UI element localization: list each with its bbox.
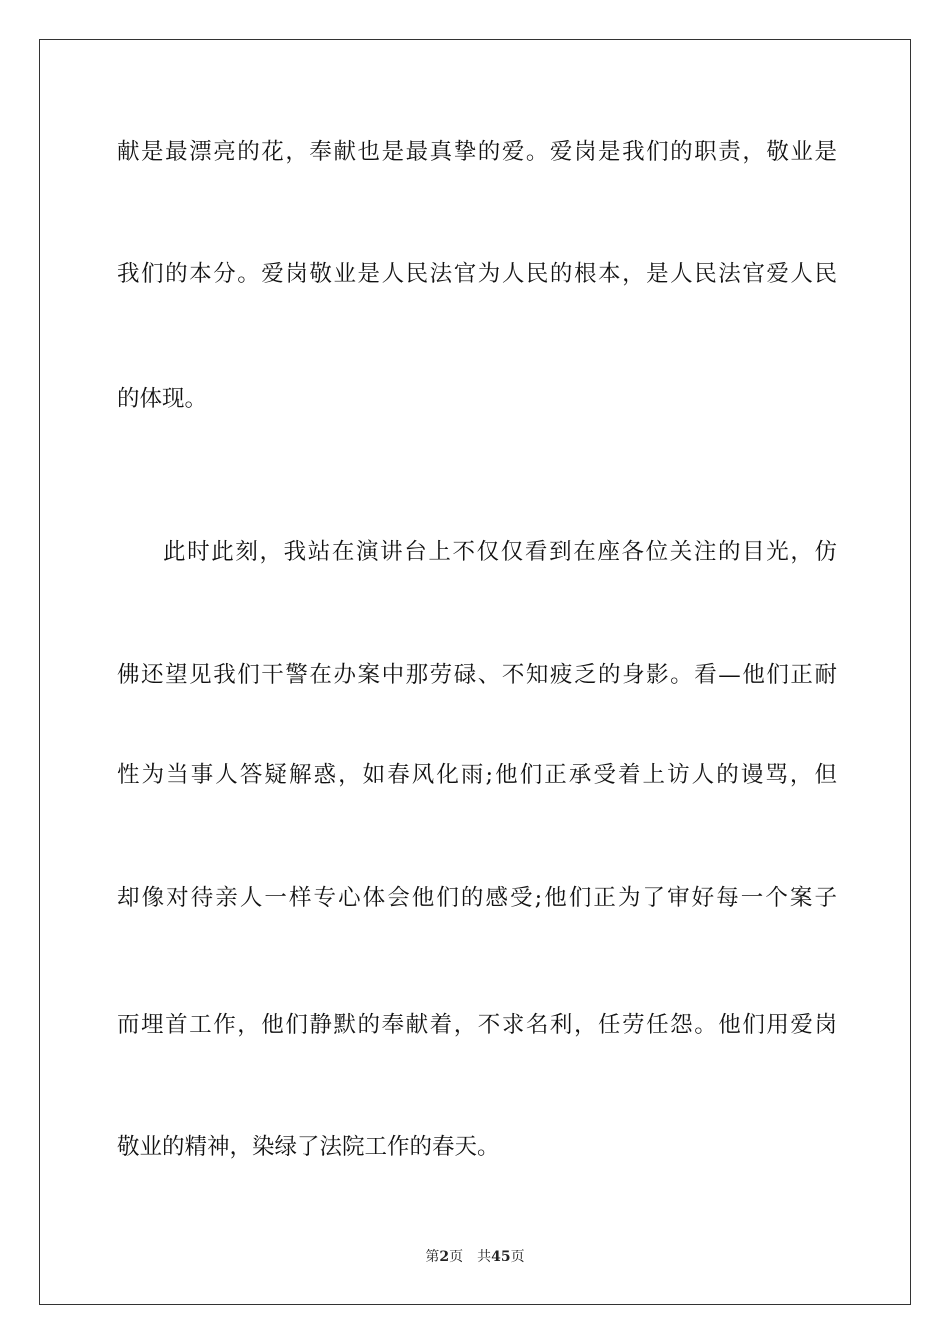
text-line-6: 性为当事人答疑解惑，如春风化雨;他们正承受着上访人的谩骂，但	[117, 762, 837, 788]
text-line-1: 献是最漂亮的花，奉献也是最真挚的爱。爱岗是我们的职责，敬业是	[117, 139, 837, 165]
total-pages-number: 45	[491, 1249, 511, 1265]
text-line-2: 我们的本分。爱岗敬业是人民法官为人民的根本，是人民法官爱人民	[117, 261, 837, 287]
text-line-9: 敬业的精神，染绿了法院工作的春天。	[117, 1134, 500, 1160]
text-line-7: 却像对待亲人一样专心体会他们的感受;他们正为了审好每一个案子	[117, 885, 837, 911]
page-footer	[0, 1248, 950, 1266]
footer-prefix: 第	[425, 1249, 440, 1265]
footer-page-suffix: 页	[449, 1249, 464, 1265]
text-line-8: 而埋首工作，他们静默的奉献着，不求名利，任劳任怨。他们用爱岗	[117, 1012, 837, 1038]
text-line-3: 的体现。	[117, 386, 208, 412]
current-page-number: 2	[439, 1249, 450, 1265]
text-line-4: 此时此刻，我站在演讲台上不仅仅看到在座各位关注的目光，仿	[163, 539, 837, 565]
text-line-5: 佛还望见我们干警在办案中那劳碌、不知疲乏的身影。看—他们正耐	[117, 662, 837, 688]
footer-total-suffix: 页	[510, 1249, 525, 1265]
footer-total-prefix: 共	[477, 1249, 492, 1265]
